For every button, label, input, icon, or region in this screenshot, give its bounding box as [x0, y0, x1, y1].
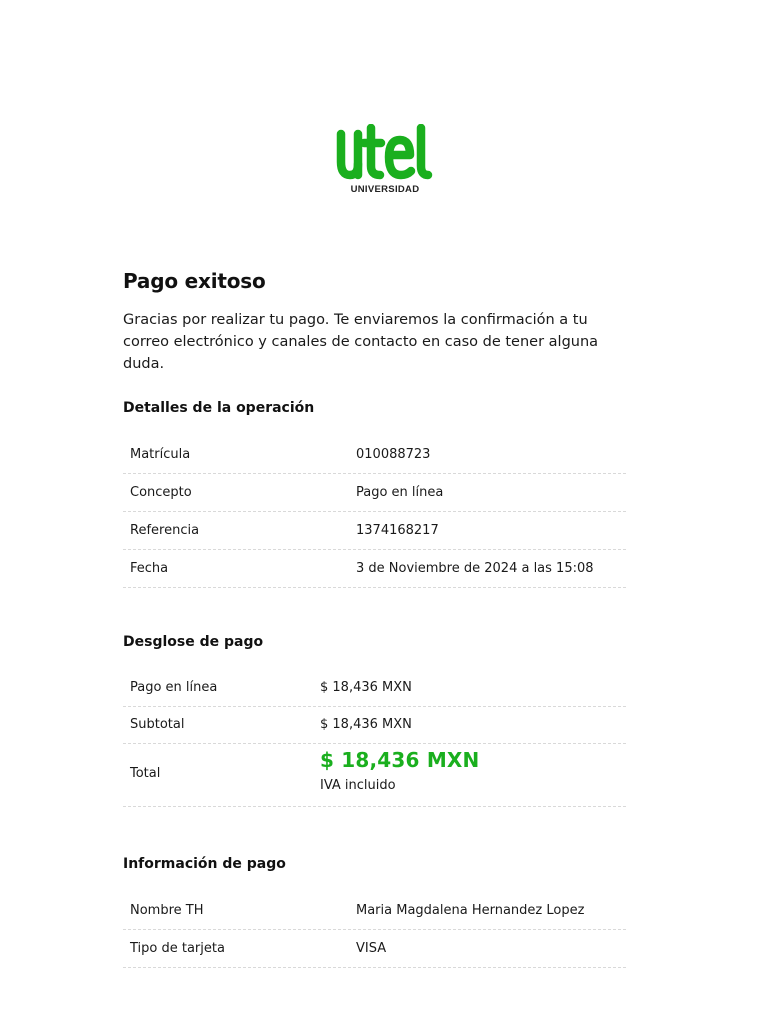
row-value: VISA [356, 941, 387, 956]
logo-subtitle: UNIVERSIDAD [350, 184, 420, 195]
row-label: Subtotal [130, 717, 185, 732]
payment-breakdown-heading: Desglose de pago [123, 634, 264, 650]
row-label: Referencia [130, 523, 200, 538]
row-value: $ 18,436 MXN [320, 680, 412, 695]
intro-message: Gracias por realizar tu pago. Te enviaremos la confirmación a tu correo electrónico y canales de contacto en caso de tener alguna duda. [123, 312, 599, 372]
row-value: 3 de Noviembre de 2024 a las 15:08 [356, 561, 594, 576]
row-value: 010088723 [356, 447, 431, 462]
utel-logo-graphic [335, 124, 435, 198]
operation-details-heading: Detalles de la operación [123, 400, 315, 416]
row-value: Maria Magdalena Hernandez Lopez [356, 903, 585, 918]
total-amount: $ 18,436 MXN [320, 748, 480, 772]
payment-info-section [123, 854, 626, 968]
payment-info-heading: Información de pago [123, 856, 286, 872]
total-label: Total [130, 766, 161, 781]
page-title: Pago exitoso [123, 269, 266, 293]
operation-row-matricula [123, 436, 626, 474]
row-value: Pago en línea [356, 485, 444, 500]
row-value: $ 18,436 MXN [320, 717, 412, 732]
breakdown-row-total [123, 744, 626, 807]
row-label: Tipo de tarjeta [130, 941, 225, 956]
row-value: 1374168217 [356, 523, 439, 538]
breakdown-row-pago-en-linea [123, 670, 626, 707]
operation-row-fecha [123, 550, 626, 588]
payment-info-row-tipo-tarjeta [123, 930, 626, 968]
breakdown-row-subtotal [123, 707, 626, 744]
row-label: Pago en línea [130, 680, 218, 695]
operation-details-table [123, 436, 626, 588]
payment-info-row-nombre [123, 892, 626, 930]
operation-details-section [123, 398, 626, 588]
operation-row-concepto [123, 474, 626, 512]
tax-note: IVA incluido [320, 778, 396, 793]
payment-breakdown-section [123, 632, 626, 807]
operation-row-referencia [123, 512, 626, 550]
row-label: Nombre TH [130, 903, 204, 918]
row-label: Concepto [130, 485, 192, 500]
payment-info-table [123, 892, 626, 968]
payment-confirmation [123, 266, 626, 956]
utel-logo [335, 124, 435, 198]
payment-breakdown-table [123, 670, 626, 807]
row-label: Fecha [130, 561, 169, 576]
row-label: Matrícula [130, 447, 191, 462]
